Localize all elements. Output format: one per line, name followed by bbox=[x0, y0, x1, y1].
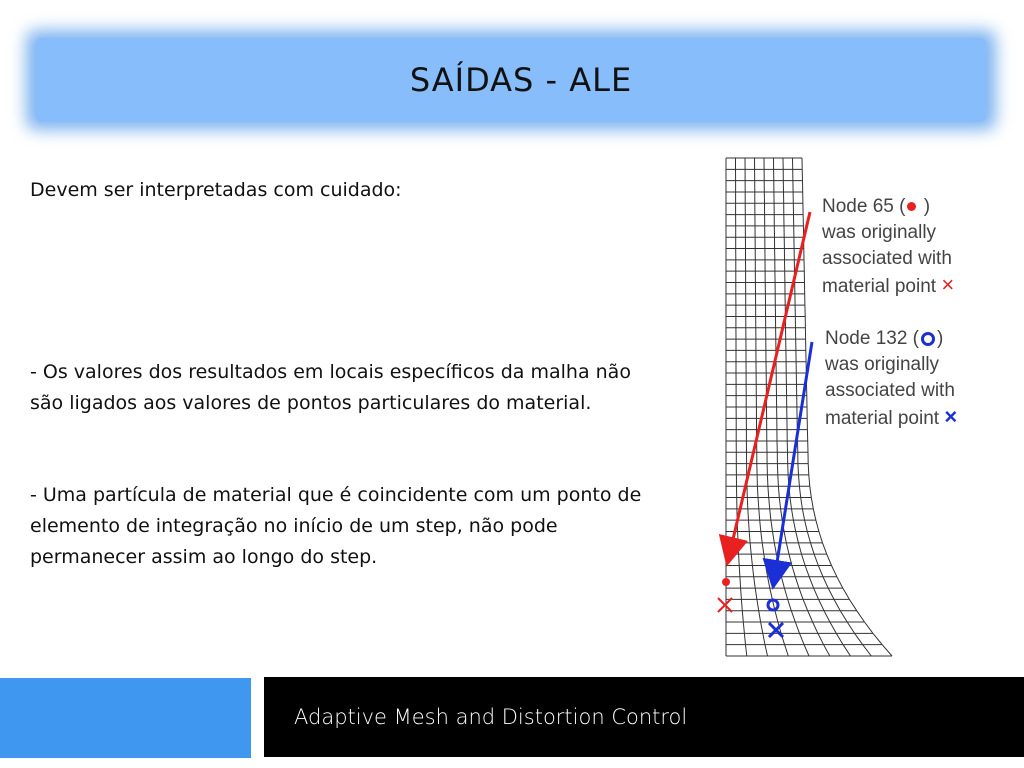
blue-x-icon: × bbox=[944, 404, 958, 429]
node132-line4: material point bbox=[825, 408, 940, 429]
node132-line3: associated with bbox=[825, 380, 955, 401]
paragraph-1: - Os valores dos resultados em locais específicos da malha não são ligados aos valores de pontos particulares do material. bbox=[30, 361, 631, 414]
paragraph-2: - Uma partícula de material que é coincidente com um ponto de elemento de integração no início de um step, não pode permanecer assim ao longo do step. bbox=[30, 484, 642, 568]
red-dot-icon bbox=[907, 202, 916, 211]
node65-line2: was originally bbox=[822, 222, 937, 243]
node132-label bbox=[825, 326, 957, 432]
node132-line2: was originally bbox=[825, 354, 940, 375]
intro-text: Devem ser interpretadas com cuidado: bbox=[30, 179, 402, 201]
footer-bar bbox=[264, 677, 1024, 757]
slide-title: SAÍDAS - ALE bbox=[409, 61, 633, 99]
node65-line3: associated with bbox=[822, 248, 952, 269]
node65-line4: material point bbox=[822, 276, 937, 297]
material-point-blue-x bbox=[769, 623, 783, 637]
ale-mesh-figure bbox=[690, 150, 1010, 670]
node132-title: Node 132 ( bbox=[825, 328, 920, 349]
node132-arrow bbox=[775, 342, 812, 575]
node65-current-dot bbox=[722, 578, 730, 586]
footer-text: Adaptive Mesh and Distortion Control bbox=[294, 705, 688, 729]
node132-close: ) bbox=[937, 328, 944, 349]
red-x-icon: × bbox=[941, 272, 955, 297]
node65-arrow bbox=[730, 212, 810, 552]
blue-ring-icon bbox=[921, 332, 935, 346]
material-point-red-x bbox=[718, 598, 732, 612]
node65-close: ) bbox=[918, 196, 931, 217]
footer-accent-block bbox=[0, 678, 251, 758]
node132-current-ring bbox=[768, 600, 778, 610]
title-banner bbox=[36, 38, 986, 122]
node65-label bbox=[822, 194, 954, 300]
node65-title: Node 65 ( bbox=[822, 196, 906, 217]
